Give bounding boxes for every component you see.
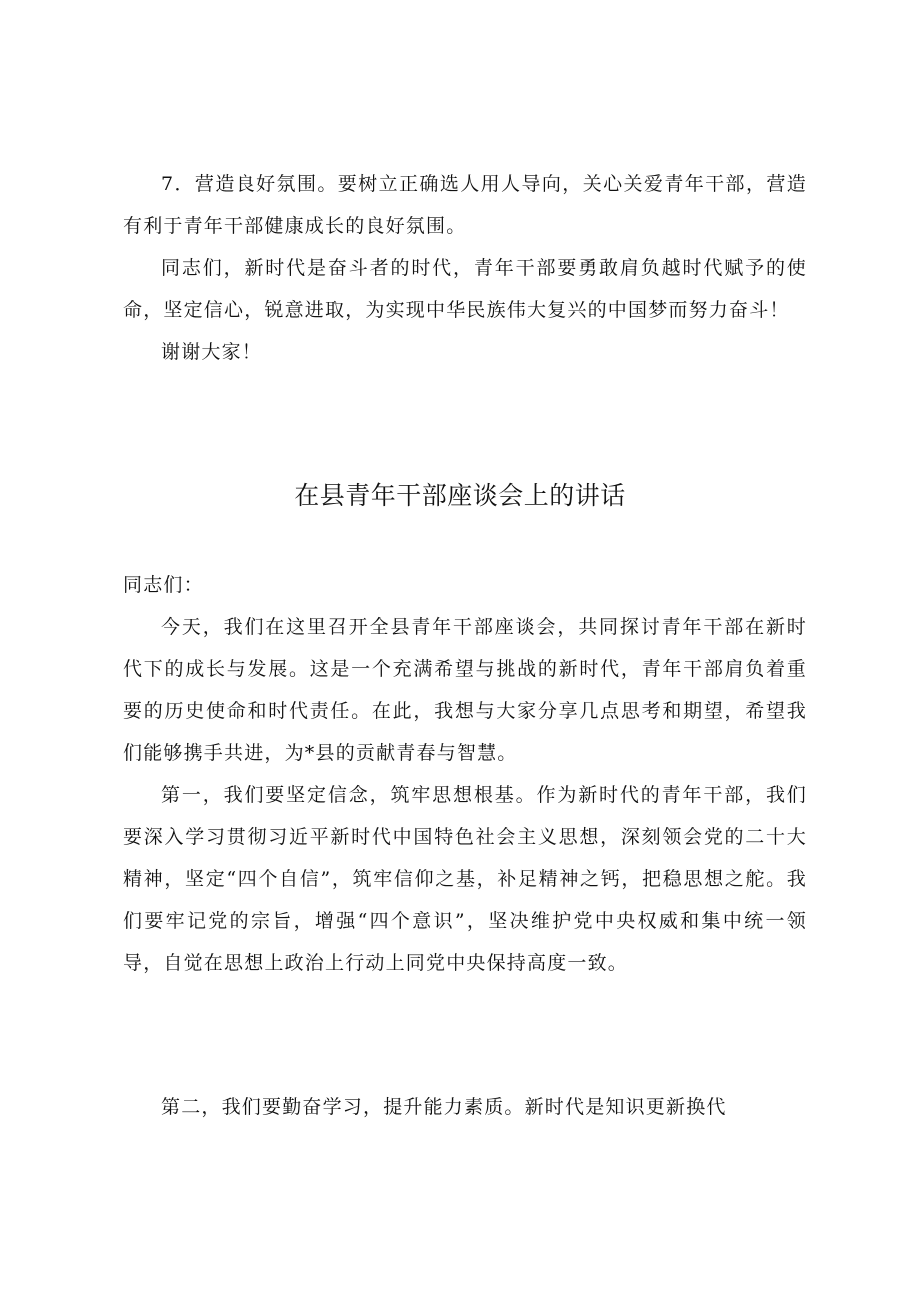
intro-paragraph: 今天，我们在这里召开全县青年干部座谈会，共同探讨青年干部在新时代下的成长与发展。这是一个充满希望与挑战的新时代，青年干部肩负着重要的历史使命和时代责任。在此，我想与大家分享几点思考和期望，希望我们能够携手共进，为*县的贡献青春与智慧。 bbox=[123, 616, 807, 764]
point-2-paragraph: 第二，我们要勤奋学习，提升能力素质。新时代是知识更新换代 bbox=[161, 1096, 727, 1118]
thanks-paragraph: 谢谢大家！ bbox=[161, 341, 263, 363]
item-7-paragraph: 7．营造良好氛围。要树立正确选人用人导向，关心关爱青年干部，营造有利于青年干部健康成长的良好氛围。 bbox=[123, 173, 807, 237]
salutation: 同志们： bbox=[123, 574, 204, 596]
closing-paragraph: 同志们，新时代是奋斗者的时代，青年干部要勇敢肩负越时代赋予的使命，坚定信心，锐意进取，为实现中华民族伟大复兴的中国梦而努力奋斗！ bbox=[123, 257, 807, 321]
point-1-paragraph: 第一，我们要坚定信念，筑牢思想根基。作为新时代的青年干部，我们要深入学习贯彻习近平新时代中国特色社会主义思想，深刻领会党的二十大精神，坚定“四个自信”，筑牢信仰之基，补足精神之钙，把稳思想之舵。我们要牢记党的宗旨，增强“四个意识”，坚决维护党中央权威和集中统一领导，自觉在思想上政治上行动上同党中央保持高度一致。 bbox=[123, 784, 807, 974]
speech-title: 在县青年干部座谈会上的讲话 bbox=[294, 481, 626, 510]
speech-body bbox=[123, 564, 807, 984]
speech-continuation bbox=[123, 1086, 807, 1128]
previous-section bbox=[123, 163, 807, 373]
